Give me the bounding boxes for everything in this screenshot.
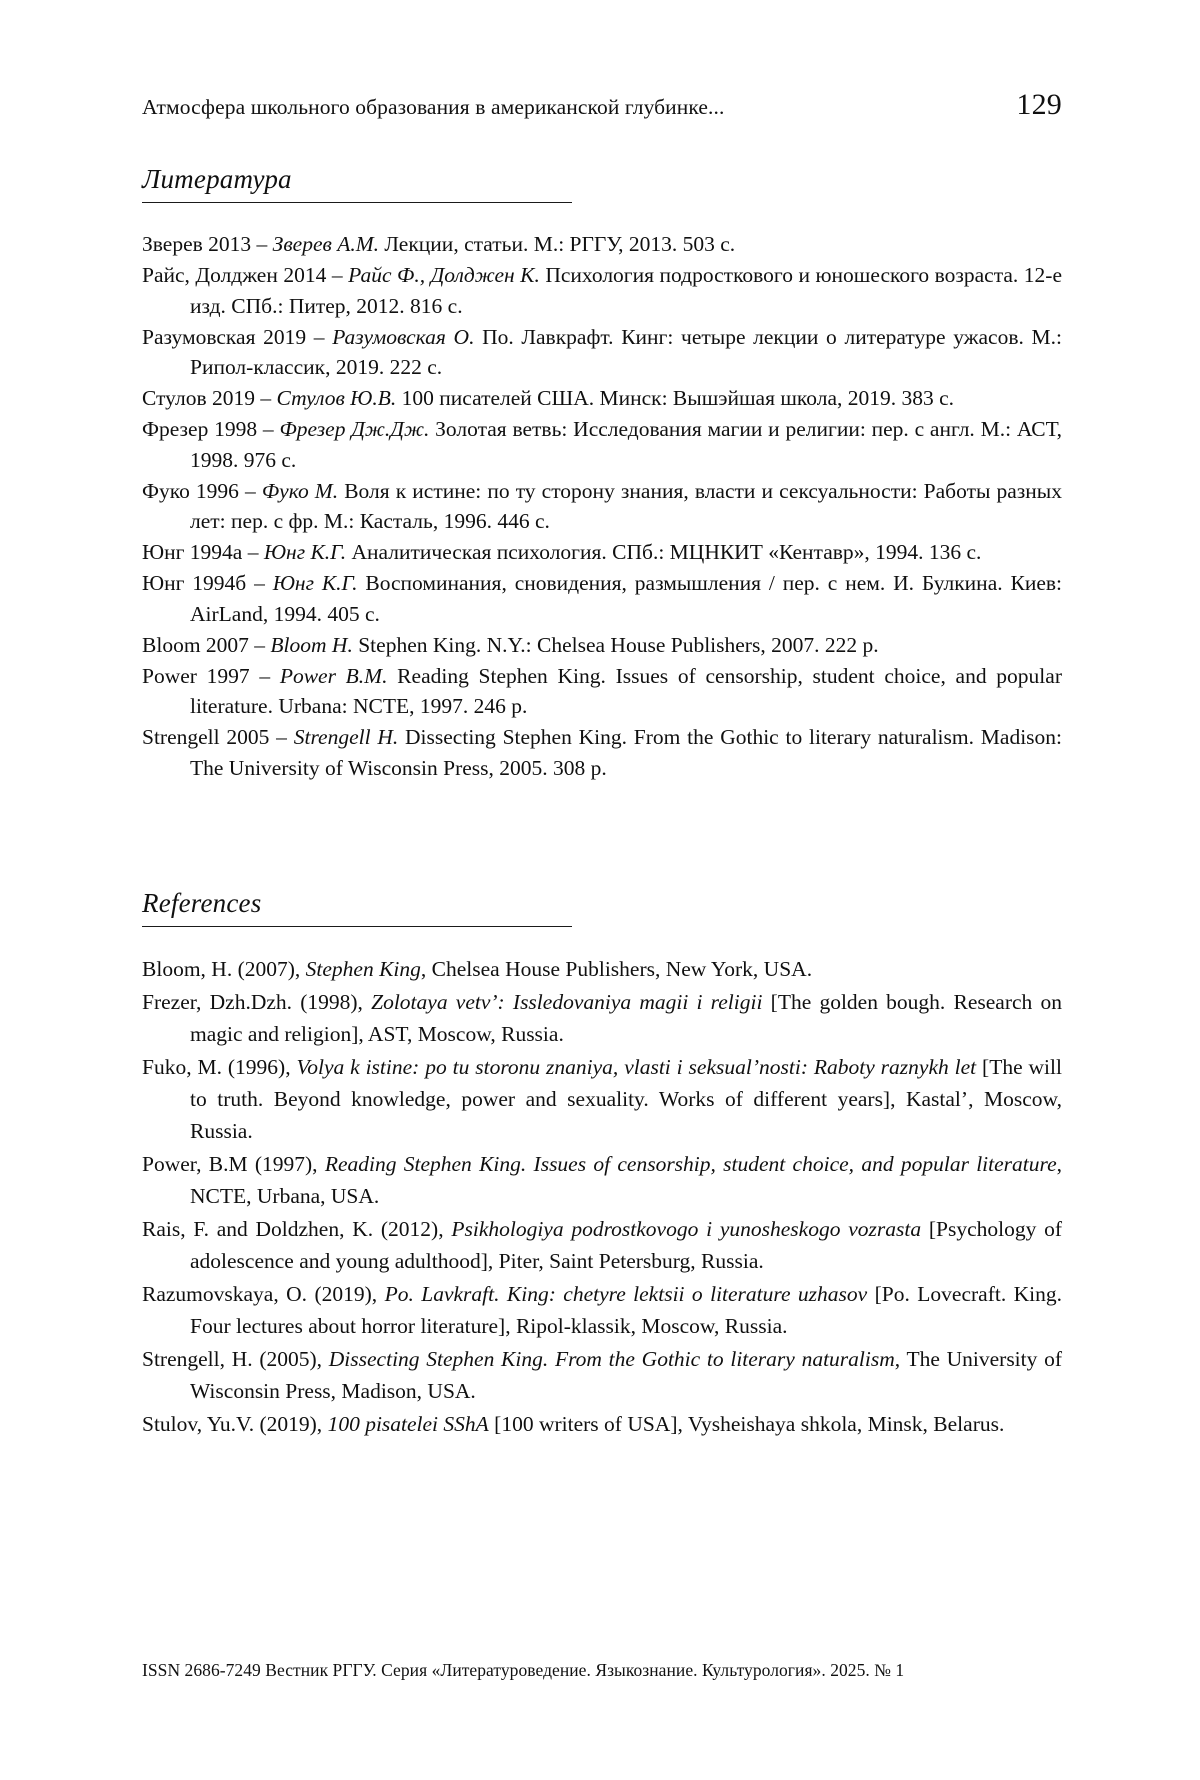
footer-issn-line: ISSN 2686-7249 Вестник РГГУ. Серия «Литературоведение. Языкознание. Культурология». 2025. № 1 — [142, 1660, 905, 1680]
reference-entry: Fuko, M. (1996), Volya k istine: po tu storonu znaniya, vlasti i seksual’nosti: Raboty raznykh let [The will to truth. Beyond knowledge, power and sexuality. Works of different years], Kastal’, Moscow, Russia. — [142, 1054, 1062, 1143]
bibliography-entry: Стулов 2019 – Стулов Ю.В. 100 писателей США. Минск: Вышэйшая школа, 2019. 383 с. — [142, 386, 955, 410]
references-heading-text: References — [142, 887, 262, 918]
bibliography-entry: Юнг 1994б – Юнг К.Г. Воспоминания, сновидения, размышления / пер. с нем. И. Булкина. Киев: AirLand, 1994. 405 с. — [142, 571, 1062, 626]
bibliography-entry: Зверев 2013 – Зверев А.М. Лекции, статьи. М.: РГГУ, 2013. 503 с. — [142, 232, 736, 256]
reference-entry: Bloom, H. (2007), Stephen King, Chelsea House Publishers, New York, USA. — [142, 956, 813, 981]
bibliography-entry: Юнг 1994а – Юнг К.Г. Аналитическая психология. СПб.: МЦНКИТ «Кентавр», 1994. 136 с. — [142, 540, 982, 564]
heading-rule — [142, 202, 572, 203]
running-head — [142, 88, 1062, 122]
references-list — [142, 953, 1062, 1440]
reference-entry: Power, B.M (1997), Reading Stephen King. Issues of censorship, student choice, and popular literature, NCTE, Urbana, USA. — [142, 1151, 1062, 1208]
literature-section-heading — [142, 164, 572, 203]
reference-entry: Frezer, Dzh.Dzh. (1998), Zolotaya vetv’: Issledovaniya magii i religii [The golden bough. Research on magic and religion], AST, Moscow, Russia. — [142, 989, 1062, 1046]
references-section-heading — [142, 888, 572, 927]
bibliography-entry: Power 1997 – Power B.M. Reading Stephen King. Issues of censorship, student choice, and popular literature. Urbana: NCTE, 1997. 246 p. — [142, 663, 1062, 718]
bibliography-list — [142, 229, 1062, 783]
reference-entry: Stulov, Yu.V. (2019), 100 pisatelei SShA [100 writers of USA], Vysheishaya shkola, Minsk, Belarus. — [142, 1411, 1005, 1436]
bibliography-entry: Strengell 2005 – Strengell H. Dissecting Stephen King. From the Gothic to literary naturalism. Madison: The University of Wisconsin Press, 2005. 308 p. — [142, 725, 1063, 780]
running-head-title: Атмосфера школьного образования в американской глубинке... — [142, 95, 725, 119]
literature-heading-text: Литература — [142, 164, 292, 194]
page-number: 129 — [1016, 88, 1062, 121]
bibliography-entry: Фрезер 1998 – Фрезер Дж.Дж. Золотая ветвь: Исследования магии и религии: пер. с англ. М.: АСТ, 1998. 976 с. — [142, 417, 1063, 472]
reference-entry: Rais, F. and Doldzhen, K. (2012), Psikhologiya podrostkovogo i yunosheskogo vozrasta [Psychology of adolescence and young adulthood], Piter, Saint Petersburg, Russia. — [142, 1216, 1062, 1273]
reference-entry: Strengell, H. (2005), Dissecting Stephen King. From the Gothic to literary naturalism, The University of Wisconsin Press, Madison, USA. — [142, 1346, 1063, 1403]
bibliography-entry: Разумовская 2019 – Разумовская О. По. Лавкрафт. Кинг: четыре лекции о литературе ужасов. М.: Рипол-классик, 2019. 222 с. — [142, 324, 1063, 379]
bibliography-entry: Фуко 1996 – Фуко М. Воля к истине: по ту сторону знания, власти и сексуальности: Работы разных лет: пер. с фр. М.: Касталь, 1996. 446 с. — [142, 478, 1063, 533]
heading-rule — [142, 926, 572, 927]
section-gap — [142, 784, 1062, 846]
page-content — [142, 0, 1062, 1441]
bibliography-entry: Bloom 2007 – Bloom H. Stephen King. N.Y.: Chelsea House Publishers, 2007. 222 p. — [142, 632, 879, 657]
reference-entry: Razumovskaya, O. (2019), Po. Lavkraft. King: chetyre lektsii o literature uzhasov [Po. Lovecraft. King. Four lectures about horror literature], Ripol-klassik, Moscow, Russia. — [142, 1281, 1062, 1338]
bibliography-entry: Райс, Долджен 2014 – Райс Ф., Долджен К. Психология подросткового и юношеского возраста. 12-е изд. СПб.: Питер, 2012. 816 с. — [142, 263, 1063, 318]
